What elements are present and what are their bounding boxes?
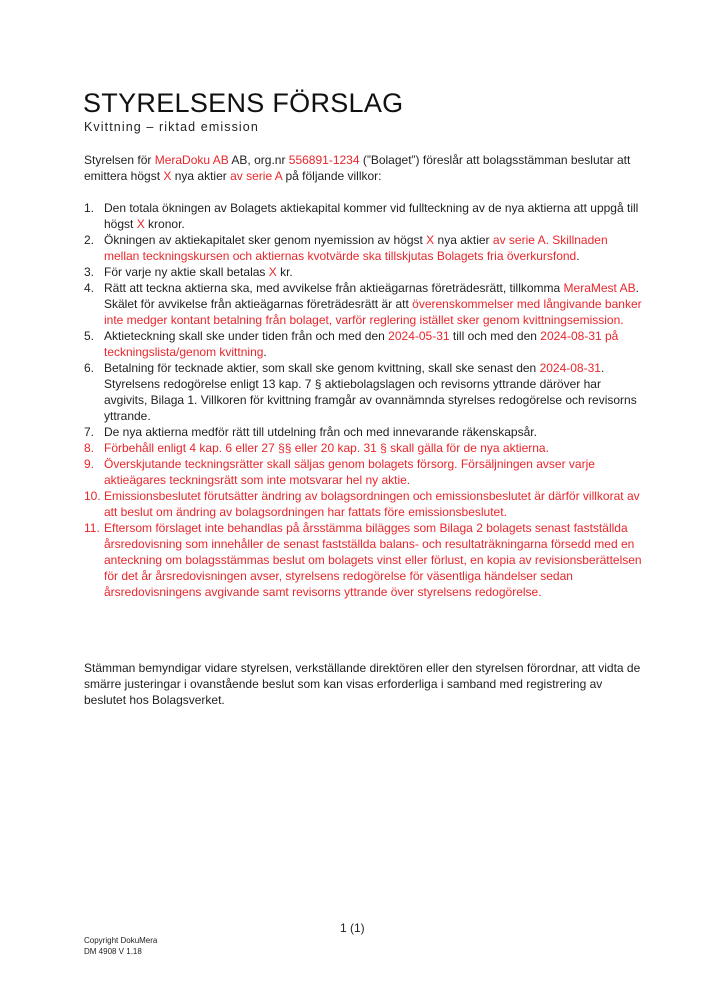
share-count-placeholder: X [163, 169, 172, 183]
list-item: 10. Emissionsbeslutet förutsätter ändring av bolagsordningen och emissionsbeslutet är därför villkorat av att beslut om ändring av bolagsordningen har fattats före emissionsbeslutet. [84, 489, 640, 519]
footer-copyright: Copyright DokuMera [84, 936, 158, 945]
intro-paragraph: Styrelsen för MeraDoku AB AB, org.nr 556891-1234 (”Bolaget”) föreslår att bolagsstämman beslutar att emittera högst X nya aktier av serie A på följande villkor: [84, 153, 631, 183]
list-item: 2. Ökningen av aktiekapitalet sker genom nyemission av högst X nya aktier av serie A. Skillnaden mellan teckningskursen och aktiernas kvotvärde ska tillskjutas Bolagets fria överkursfond. [84, 233, 608, 263]
list-item: 3. För varje ny aktie skall betalas X kr. [84, 265, 293, 279]
footer [84, 936, 157, 957]
list-item: 4. Rätt att teckna aktierna ska, med avvikelse från aktieägarnas företrädesrätt, tillkomma MeraMest AB. Skälet för avvikelse från aktieägarnas företrädesrätt är att överenskommelser med långivande banker inte medger kontant betalning från bolaget, varför reglering istället sker genom kvittningsemission. [84, 281, 642, 327]
footer-version: DM 4908 V 1.18 [84, 946, 142, 956]
list-item: 8. Förbehåll enligt 4 kap. 6 eller 27 §§ eller 20 kap. 31 § skall gälla för de nya aktierna. [84, 441, 549, 455]
list-item: 6. Betalning för tecknade aktier, som skall ske genom kvittning, skall ske senast den 2024-08-31. Styrelsens redogörelse enligt 13 kap. 7 § aktiebolagslagen och revisorns yttrande däröver har avgivits, Bilaga 1. Villkoren för kvittning framgår av ovannämnda styrelses redogörelse och revisorns yttrande. [84, 361, 637, 423]
org-number: 556891-1234 [288, 153, 360, 167]
page-subtitle: Kvittning – riktad emission [84, 120, 259, 134]
list-item: 5. Aktieteckning skall ske under tiden från och med den 2024-05-31 till och med den 2024-08-31 på teckningslista/genom kvittning. [84, 329, 619, 359]
page-title: STYRELSENS FÖRSLAG [83, 88, 404, 118]
list-item: 11. Eftersom förslaget inte behandlas på årsstämma bilägges som Bilaga 2 bolagets senast fastställda årsredovisning som innehåller de senast fastställda balans- och resultaträkningarna försedd med en anteckning om bolagsstämmas beslut om bolagets vinst eller förlust, en kopia av revisionsberättelsen för det år årsredovisningen avser, styrelsens redogörelse för väsentliga händelser sedan årsredovisningens avgivande samt revisorns yttrande över styrelsens redogörelse. [84, 521, 642, 599]
page-number: 1 (1) [340, 921, 365, 935]
list-item: 1. Den totala ökningen av Bolagets aktiekapital kommer vid fullteckning av de nya aktierna att uppgå till högst X kronor. [84, 201, 639, 231]
share-series: av serie A [230, 169, 283, 183]
company-name: MeraDoku AB [154, 153, 229, 167]
list-item: 9. Överskjutande teckningsrätter skall säljas genom bolagets försorg. Försäljningen avser varje aktieägares teckningsrätt som inte motsvarar hel ny aktie. [84, 457, 595, 487]
list-item: 7. De nya aktierna medför rätt till utdelning från och med innevarande räkenskapsår. [84, 425, 537, 439]
closing-paragraph: Stämman bemyndigar vidare styrelsen, verkställande direktören eller den styrelsen förordnar, att vidta de smärre justeringar i ovanstående beslut som kan visas erforderliga i samband med registrering av beslutet hos Bolagsverket. [84, 661, 641, 707]
conditions-list [84, 200, 644, 600]
